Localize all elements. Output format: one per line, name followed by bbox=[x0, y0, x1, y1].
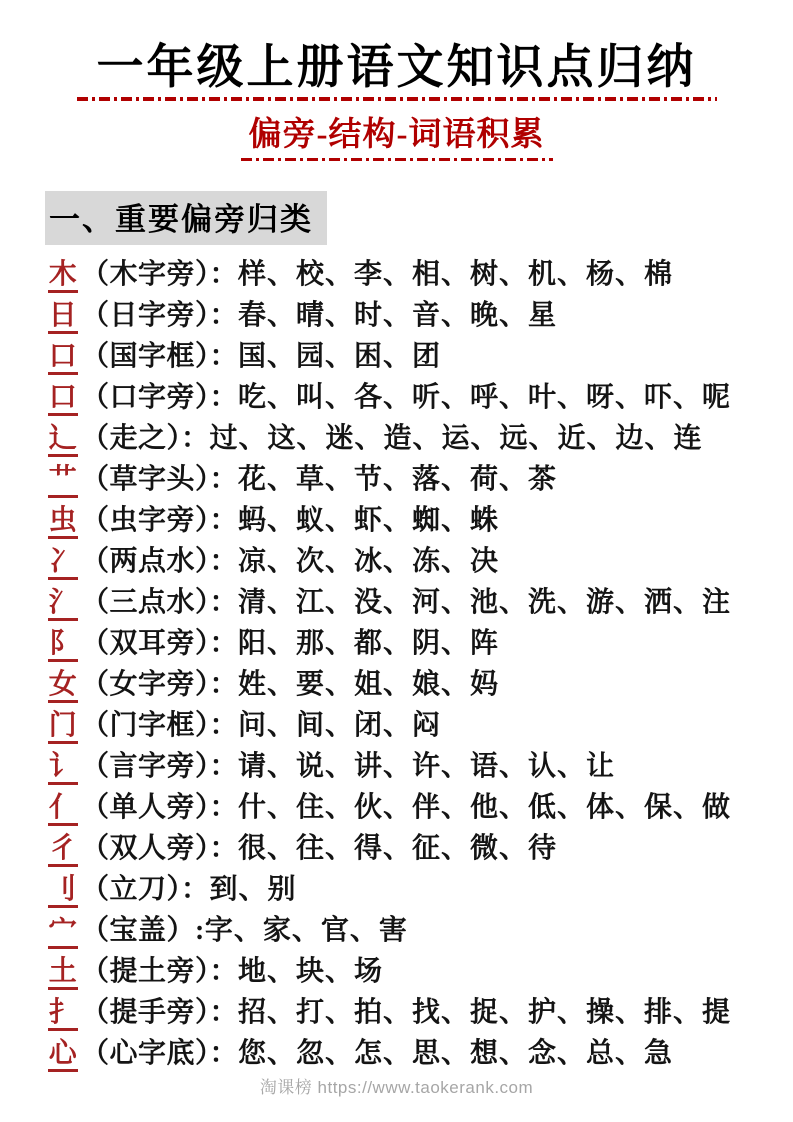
radical-row bbox=[48, 869, 749, 910]
radical-category: （立刀）： bbox=[81, 873, 210, 905]
page-title: 一年级上册语文知识点归纳 bbox=[96, 42, 697, 94]
radical-examples: 请、说、讲、许、语、认、让 bbox=[238, 750, 616, 782]
radical-char: 刂 bbox=[48, 875, 78, 909]
radical-char: 日 bbox=[48, 301, 78, 335]
radical-row bbox=[48, 295, 749, 336]
document-header bbox=[0, 0, 793, 161]
radical-category: （双人旁）： bbox=[81, 832, 239, 864]
radical-row bbox=[48, 500, 749, 541]
radical-examples: 您、忽、怎、思、想、念、总、急 bbox=[238, 1037, 674, 1069]
radical-char: 口 bbox=[48, 342, 78, 376]
radical-char: 冫 bbox=[48, 547, 78, 581]
radical-category: （走之）： bbox=[81, 422, 210, 454]
radical-examples: 地、块、场 bbox=[238, 955, 384, 987]
radical-char: 宀 bbox=[48, 916, 78, 950]
radical-char: 讠 bbox=[48, 752, 78, 786]
radical-category: （单人旁）： bbox=[81, 791, 239, 823]
radical-char: 口 bbox=[48, 383, 78, 417]
radical-category: （三点水）： bbox=[81, 586, 239, 618]
radical-row bbox=[48, 459, 749, 500]
radical-examples: 招、打、拍、找、捉、护、操、排、提 bbox=[238, 996, 732, 1028]
title-underline bbox=[77, 97, 717, 101]
radical-category: （日字旁）： bbox=[81, 299, 239, 331]
radical-row bbox=[48, 828, 749, 869]
radical-char: 门 bbox=[48, 711, 78, 745]
radical-char: 辶 bbox=[48, 424, 78, 458]
radical-category: （心字底）： bbox=[81, 1037, 239, 1069]
radical-examples: 吃、叫、各、听、呼、叶、呀、吓、呢 bbox=[238, 381, 732, 413]
radical-examples: 很、往、得、征、微、待 bbox=[238, 832, 558, 864]
radical-row bbox=[48, 746, 749, 787]
radical-category: （双耳旁）： bbox=[81, 627, 239, 659]
radical-char: 阝 bbox=[48, 629, 78, 663]
radical-row bbox=[48, 254, 749, 295]
radical-category: （木字旁）： bbox=[81, 258, 239, 290]
footer-watermark: 淘课榜 https://www.taokerank.com bbox=[259, 1078, 534, 1097]
radical-row bbox=[48, 336, 749, 377]
radical-char: 亻 bbox=[48, 793, 78, 827]
radical-row bbox=[48, 1033, 749, 1074]
radical-category: （提手旁）： bbox=[81, 996, 239, 1028]
radical-examples: 过、这、迷、造、运、远、近、边、连 bbox=[209, 422, 703, 454]
radical-examples: 花、草、节、落、荷、茶 bbox=[238, 463, 558, 495]
radical-row bbox=[48, 418, 749, 459]
radical-char: 扌 bbox=[48, 998, 78, 1032]
radical-list bbox=[48, 254, 749, 1074]
radical-row bbox=[48, 541, 749, 582]
radical-char: 虫 bbox=[48, 506, 78, 540]
radical-examples: 到、别 bbox=[209, 873, 297, 905]
radical-examples: 凉、次、冰、冻、决 bbox=[238, 545, 500, 577]
radical-char: 土 bbox=[48, 957, 78, 991]
section-heading-wrap bbox=[45, 191, 793, 245]
radical-examples: 字、家、官、害 bbox=[204, 914, 408, 946]
radical-row bbox=[48, 910, 749, 951]
page-subtitle: 偏旁-结构-词语积累 bbox=[248, 117, 545, 154]
radical-char: 木 bbox=[48, 260, 78, 294]
radical-row bbox=[48, 787, 749, 828]
radical-row bbox=[48, 951, 749, 992]
radical-examples: 蚂、蚁、虾、蜘、蛛 bbox=[238, 504, 500, 536]
radical-char: 彳 bbox=[48, 834, 78, 868]
radical-examples: 阳、那、都、阴、阵 bbox=[238, 627, 500, 659]
radical-row bbox=[48, 582, 749, 623]
radical-category: （宝盖）: bbox=[81, 914, 205, 946]
radical-category: （口字旁）： bbox=[81, 381, 239, 413]
radical-category: （两点水）： bbox=[81, 545, 239, 577]
radical-char: 艹 bbox=[48, 465, 78, 499]
radical-examples: 国、园、困、团 bbox=[238, 340, 442, 372]
radical-examples: 问、间、闭、闷 bbox=[238, 709, 442, 741]
radical-examples: 姓、要、姐、娘、妈 bbox=[238, 668, 500, 700]
radical-category: （虫字旁）： bbox=[81, 504, 239, 536]
radical-category: （言字旁）： bbox=[81, 750, 239, 782]
radical-char: 氵 bbox=[48, 588, 78, 622]
radical-char: 女 bbox=[48, 670, 78, 704]
radical-category: （提土旁）： bbox=[81, 955, 239, 987]
radical-category: （国字框）： bbox=[81, 340, 239, 372]
radical-examples: 春、晴、时、音、晚、星 bbox=[238, 299, 558, 331]
radical-examples: 样、校、李、相、树、机、杨、棉 bbox=[238, 258, 674, 290]
radical-category: （门字框）： bbox=[81, 709, 239, 741]
radical-row bbox=[48, 377, 749, 418]
subtitle-underline bbox=[241, 158, 553, 161]
radical-row bbox=[48, 992, 749, 1033]
radical-char: 心 bbox=[48, 1039, 78, 1073]
section-heading: 一、重要偏旁归类 bbox=[45, 191, 327, 245]
radical-row bbox=[48, 623, 749, 664]
radical-row bbox=[48, 664, 749, 705]
radical-category: （女字旁）： bbox=[81, 668, 239, 700]
radical-category: （草字头）： bbox=[81, 463, 239, 495]
radical-examples: 什、住、伙、伴、他、低、体、保、做 bbox=[238, 791, 732, 823]
radical-row bbox=[48, 705, 749, 746]
radical-examples: 清、江、没、河、池、洗、游、洒、注 bbox=[238, 586, 732, 618]
